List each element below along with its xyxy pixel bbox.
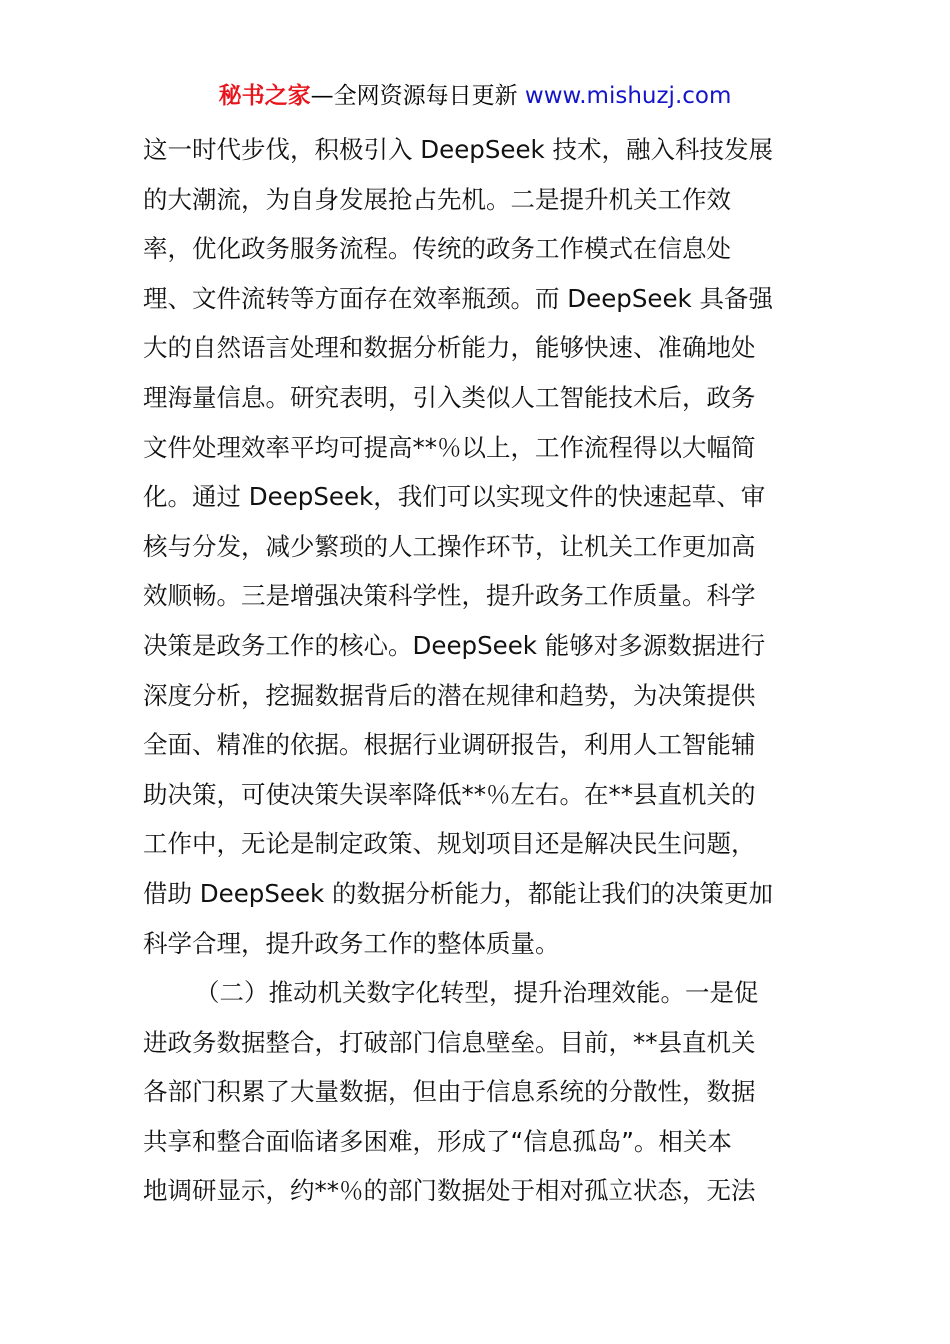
text-line: 核与分发，减少繁琐的人工操作环节，让机关工作更加高 (143, 531, 756, 561)
text-line: 决策是政务工作的核心。DeepSeek 能够对多源数据进行 (143, 630, 766, 660)
text-line: 助决策，可使决策失误率降低**％左右。在**县直机关的 (143, 779, 756, 809)
text-line: 地调研显示，约**％的部门数据处于相对孤立状态，无法 (143, 1176, 756, 1206)
text-line: 效顺畅。三是增强决策科学性，提升政务工作质量。科学 (143, 581, 756, 611)
site-header (0, 80, 950, 112)
text-line: 文件处理效率平均可提高**％以上，工作流程得以大幅简 (143, 432, 756, 462)
document-body (143, 125, 823, 1216)
text-line: 理、文件流转等方面存在效率瓶颈。而 DeepSeek 具备强 (143, 283, 774, 313)
text-line: 全面、精准的依据。根据行业调研报告，利用人工智能辅 (143, 730, 756, 760)
text-line: 工作中，无论是制定政策、规划项目还是解决民生问题， (143, 829, 756, 859)
site-tagline: —全网资源每日更新 (310, 83, 525, 109)
text-line: 深度分析，挖掘数据背后的潜在规律和趋势，为决策提供 (143, 680, 756, 710)
text-line: 率，优化政务服务流程。传统的政务工作模式在信息处 (143, 234, 731, 264)
text-line: 借助 DeepSeek 的数据分析能力，都能让我们的决策更加 (143, 878, 774, 908)
text-line: 理海量信息。研究表明，引入类似人工智能技术后，政务 (143, 382, 756, 412)
text-line: 各部门积累了大量数据，但由于信息系统的分散性，数据 (143, 1077, 756, 1107)
section-heading-line: （二）推动机关数字化转型，提升治理效能。一是促 (195, 978, 759, 1008)
text-line: 进政务数据整合，打破部门信息壁垒。目前，**县直机关 (143, 1027, 756, 1057)
brand-name: 秘书之家 (218, 83, 311, 109)
text-line: 大的自然语言处理和数据分析能力，能够快速、准确地处 (143, 333, 756, 363)
text-line: 共享和整合面临诸多困难，形成了“信息孤岛”。相关本 (143, 1126, 732, 1156)
text-line: 科学合理，提升政务工作的整体质量。 (143, 928, 560, 958)
text-line: 这一时代步伐，积极引入 DeepSeek 技术，融入科技发展 (143, 135, 774, 164)
site-url-link[interactable]: www.mishuzj.com (524, 83, 732, 109)
text-line: 化。通过 DeepSeek，我们可以实现文件的快速起草、审 (143, 482, 766, 512)
text-line: 的大潮流，为自身发展抢占先机。二是提升机关工作效 (143, 184, 731, 214)
